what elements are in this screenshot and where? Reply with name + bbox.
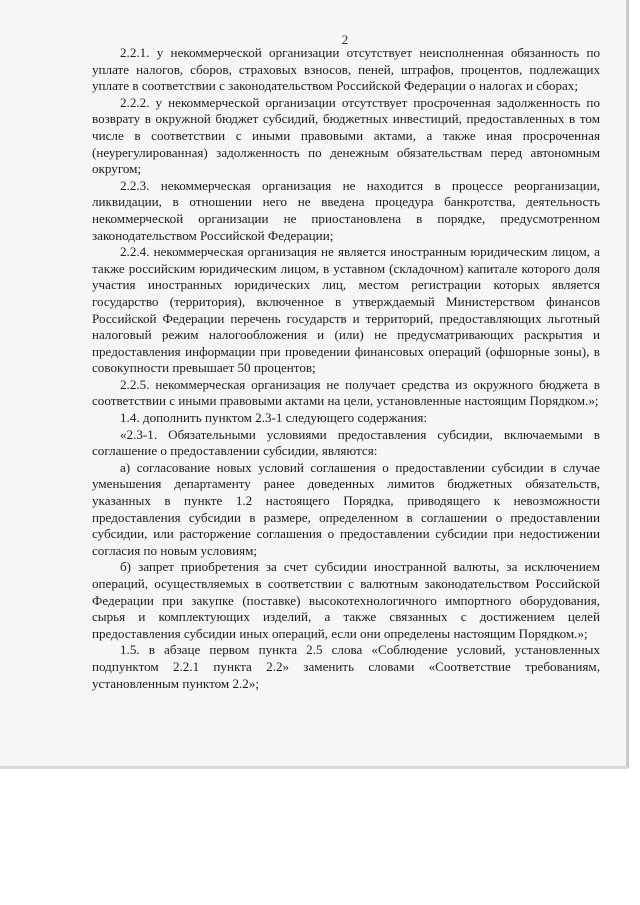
paragraph-2-2-1: 2.2.1. у некоммерческой организации отсутствует неисполненная обязанность по уплате налогов, сборов, страховых взносов, пеней, штрафов, процентов, подлежащих уплате в соответствии с законодательством Российской Федерации о налогах и сборах;: [92, 45, 600, 94]
paragraph-1-5: 1.5. в абзаце первом пункта 2.5 слова «Соблюдение условий, установленных подпунктом 2.2.1 пункта 2.2» заменить словами «Соответствие требованиям, установленным пунктом 2.2»;: [92, 642, 600, 691]
paragraph-1-4: 1.4. дополнить пунктом 2.3-1 следующего содержания:: [120, 410, 427, 426]
paragraph-item-b: б) запрет приобретения за счет субсидии иностранной валюты, за исключением операций, осуществляемых в соответствии с валютным законодательством Российской Федерации при закупке (поставке) высокотехнологичного импортного оборудования, сырья и комплектующих изделий, а также связанных с достижением целей предоставления субсидии иных операций, если они определены настоящим Порядком.»;: [92, 559, 600, 641]
document-body: [92, 45, 600, 692]
paragraph-2-2-5: 2.2.5. некоммерческая организация не получает средства из окружного бюджета в соответствии с иными правовыми актами на цели, установленные настоящим Порядком.»;: [92, 376, 600, 409]
page-number: 2: [341, 32, 349, 47]
page-right-edge: [626, 0, 629, 768]
paragraph-2-3-1: «2.3-1. Обязательными условиями предоставления субсидии, включаемыми в соглашение о предоставлении субсидии, являются:: [92, 426, 600, 459]
paragraph-2-2-4: 2.2.4. некоммерческая организация не является иностранным юридическим лицом, а также российским юридическим лицом, в уставном (складочном) капитале которого доля участия иностранных юридических лиц, местом регистрации которых является государство (территория), включенное в утверждаемый Министерством финансов Российской Федерации перечень государств и территорий, предоставляющих льготный налоговый режим налогообложения и (или) не предусматривающих раскрытия и предоставления информации при проведении финансовых операций (офшорные зоны), в совокупности превышает 50 процентов;: [92, 244, 600, 376]
paragraph-item-a: а) согласование новых условий соглашения о предоставлении субсидии в случае уменьшения департаменту ранее доведенных лимитов бюджетных обязательств, указанных в пункте 1.2 настоящего Порядка, приводящего к невозможности предоставления субсидии в размере, определенном в соглашении о предоставлении субсидии, или расторжение соглашения о предоставлении субсидии при недостижении согласия по новым условиям;: [92, 459, 600, 558]
paragraph-2-2-3: 2.2.3. некоммерческая организация не находится в процессе реорганизации, ликвидации, в отношении него не введена процедура банкротства, деятельность некоммерческой организации не приостановлена в порядке, предусмотренном законодательством Российской Федерации;: [92, 177, 600, 243]
page-bottom-edge: [0, 766, 628, 769]
paragraph-2-2-2: 2.2.2. у некоммерческой организации отсутствует просроченная задолженность по возврату в окружной бюджет субсидий, бюджетных инвестиций, предоставленных в том числе в соответствии с иными правовыми актами, а также иная просроченная (неурегулированная) задолженность по денежным обязательствам перед автономным округом;: [92, 94, 600, 177]
